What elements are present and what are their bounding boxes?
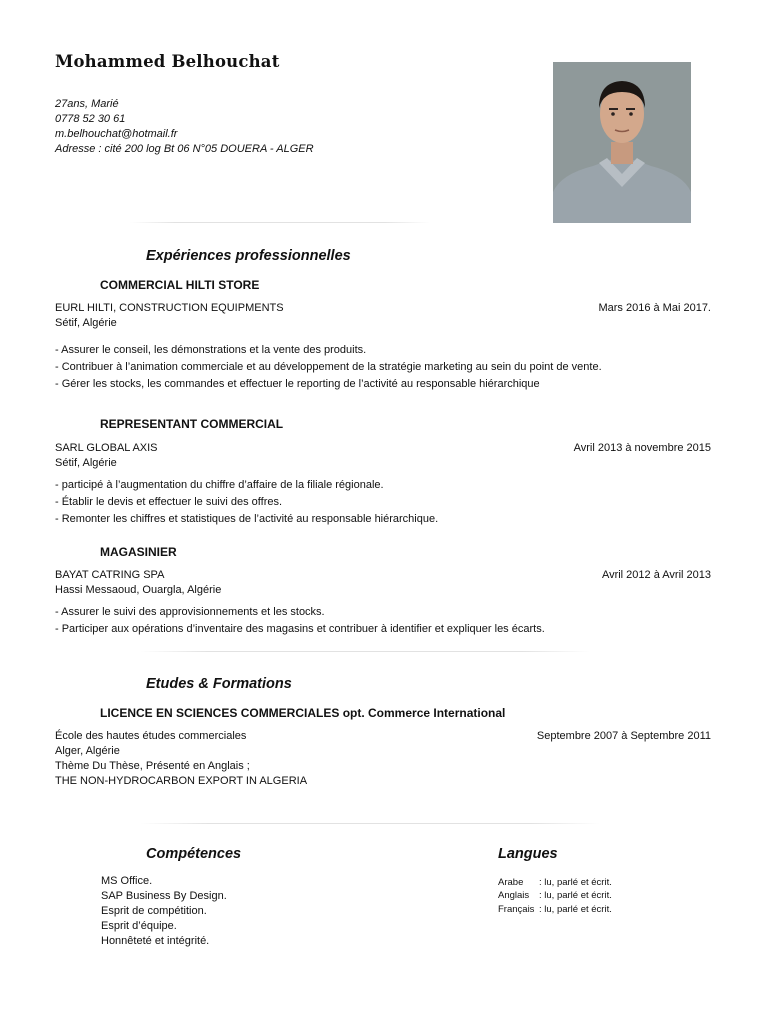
age-status: 27ans, Marié [55, 98, 119, 110]
language-name: Arabe [498, 877, 524, 888]
job-bullet: - Établir le devis et effectuer le suivi des offres. [55, 496, 283, 508]
job-location: Hassi Messaoud, Ouargla, Algérie [55, 584, 222, 596]
profile-photo [553, 62, 691, 223]
job-bullet: - Contribuer à l’animation commerciale et au développement de la stratégie marketing au sein du point de vente. [55, 361, 602, 373]
job-location: Sétif, Algérie [55, 457, 117, 469]
job-bullet: - Participer aux opérations d’inventaire des magasins et contribuer à identifier et expliquer les écarts. [55, 623, 545, 635]
degree-title: LICENCE EN SCIENCES COMMERCIALES opt. Commerce International [100, 706, 506, 720]
job-bullet: - participé à l’augmentation du chiffre d’affaire de la filiale régionale. [55, 479, 384, 491]
school-name: École des hautes études commerciales [55, 730, 247, 742]
job-bullet: - Gérer les stocks, les commandes et effectuer le reporting de l’activité au responsable hiérarchique [55, 378, 540, 390]
job-location: Sétif, Algérie [55, 317, 117, 329]
education-dates: Septembre 2007 à Septembre 2011 [536, 730, 711, 742]
education-heading: Etudes & Formations [146, 676, 292, 692]
job-bullet: - Assurer le conseil, les démonstrations et la vente des produits. [55, 344, 367, 356]
job-title: REPRESENTANT COMMERCIAL [100, 417, 284, 431]
job-title: COMMERCIAL HILTI STORE [100, 278, 260, 292]
phone: 0778 52 30 61 [55, 113, 126, 125]
divider [140, 823, 600, 824]
job-title: MAGASINIER [100, 545, 177, 559]
languages-heading: Langues [498, 846, 558, 862]
skill-item: Esprit de compétition. [101, 905, 207, 917]
thesis-label: Thème Du Thèse, Présenté en Anglais ; [55, 760, 250, 772]
language-level: : lu, parlé et écrit. [539, 890, 612, 901]
skill-item: Honnêteté et intégrité. [101, 935, 210, 947]
job-company: EURL HILTI, CONSTRUCTION EQUIPMENTS [55, 302, 284, 314]
language-level: : lu, parlé et écrit. [539, 877, 612, 888]
address: Adresse : cité 200 log Bt 06 N°05 DOUERA - ALGER [55, 143, 314, 155]
divider [140, 651, 590, 652]
language-name: Français [498, 904, 535, 915]
experience-heading: Expériences professionnelles [146, 248, 351, 264]
skill-item: MS Office. [101, 875, 153, 887]
language-name: Anglais [498, 890, 530, 901]
email: m.belhouchat@hotmail.fr [55, 128, 178, 140]
job-bullet: - Remonter les chiffres et statistiques de l’activité au responsable hiérarchique. [55, 513, 439, 525]
school-location: Alger, Algérie [55, 745, 120, 757]
job-company: SARL GLOBAL AXIS [55, 442, 158, 454]
job-bullet: - Assurer le suivi des approvisionnements et les stocks. [55, 606, 325, 618]
skill-item: Esprit d’équipe. [101, 920, 177, 932]
thesis-title: THE NON-HYDROCARBON EXPORT IN ALGERIA [55, 775, 308, 787]
job-dates: Avril 2012 à Avril 2013 [601, 569, 711, 581]
language-level: : lu, parlé et écrit. [539, 904, 612, 915]
divider [130, 222, 430, 223]
job-dates: Mars 2016 à Mai 2017. [598, 302, 711, 314]
candidate-name: Mohammed Belhouchat [55, 52, 280, 71]
skill-item: SAP Business By Design. [101, 890, 227, 902]
job-company: BAYAT CATRING SPA [55, 569, 165, 581]
job-dates: Avril 2013 à novembre 2015 [573, 442, 711, 454]
skills-heading: Compétences [146, 846, 242, 862]
